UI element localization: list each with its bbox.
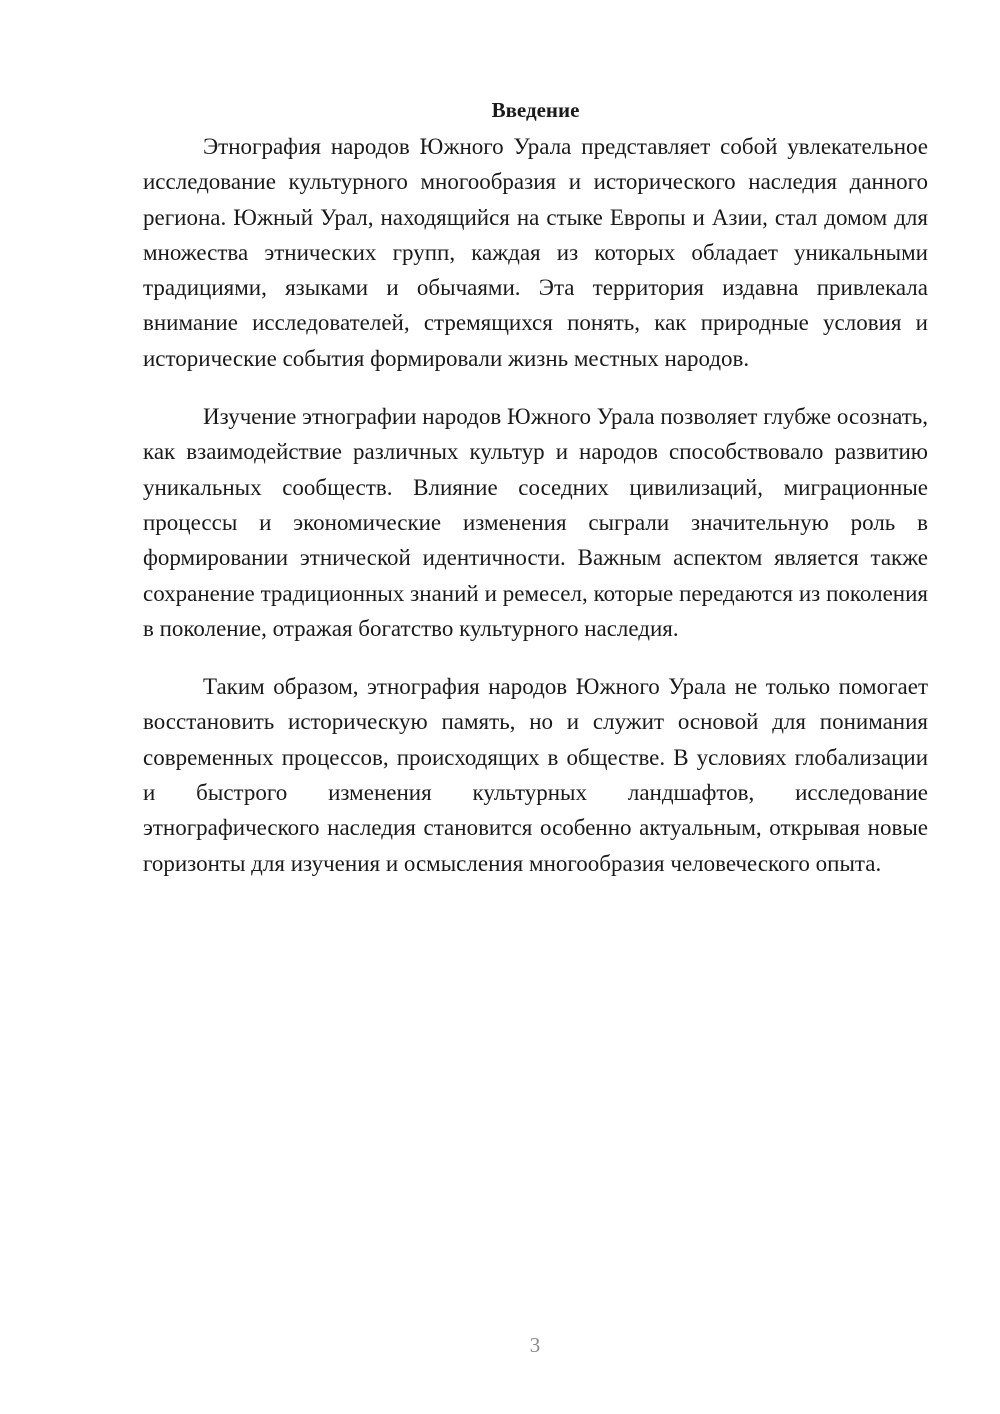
section-heading: Введение [491, 98, 580, 122]
page-number: 3 [529, 1333, 541, 1357]
paragraph-2: Изучение этнографии народов Южного Урала позволяет глубже осознать, как взаимодействие различных культур и народов способствовало развитию уникальных сообществ. Влияние соседних цивилизаций, миграционные процессы и экономические изменения сыграли значительную роль в формировании этнической идентичности. Важным аспектом является также сохранение традиционных знаний и ремесел, которые передаются из поколения в поколение, отражая богатство культурного наследия. [143, 404, 928, 641]
paragraph-1: Этнография народов Южного Урала представляет собой увлекательное исследование культурного многообразия и исторического наследия данного региона. Южный Урал, находящийся на стыке Европы и Азии, стал домом для множества этнических групп, каждая из которых обладает уникальными традициями, языками и обычаями. Эта территория издавна привлекала внимание исследователей, стремящихся понять, как природные условия и исторические события формировали жизнь местных народов. [143, 134, 928, 371]
paragraph-3: Таким образом, этнография народов Южного Урала не только помогает восстановить историческую память, но и служит основой для понимания современных процессов, происходящих в обществе. В условиях глобализации и быстрого изменения культурных ландшафтов, исследование этнографического наследия становится особенно актуальным, открывая новые горизонты для изучения и осмысления многообразия человеческого опыта. [143, 674, 928, 876]
page-content [143, 93, 928, 904]
